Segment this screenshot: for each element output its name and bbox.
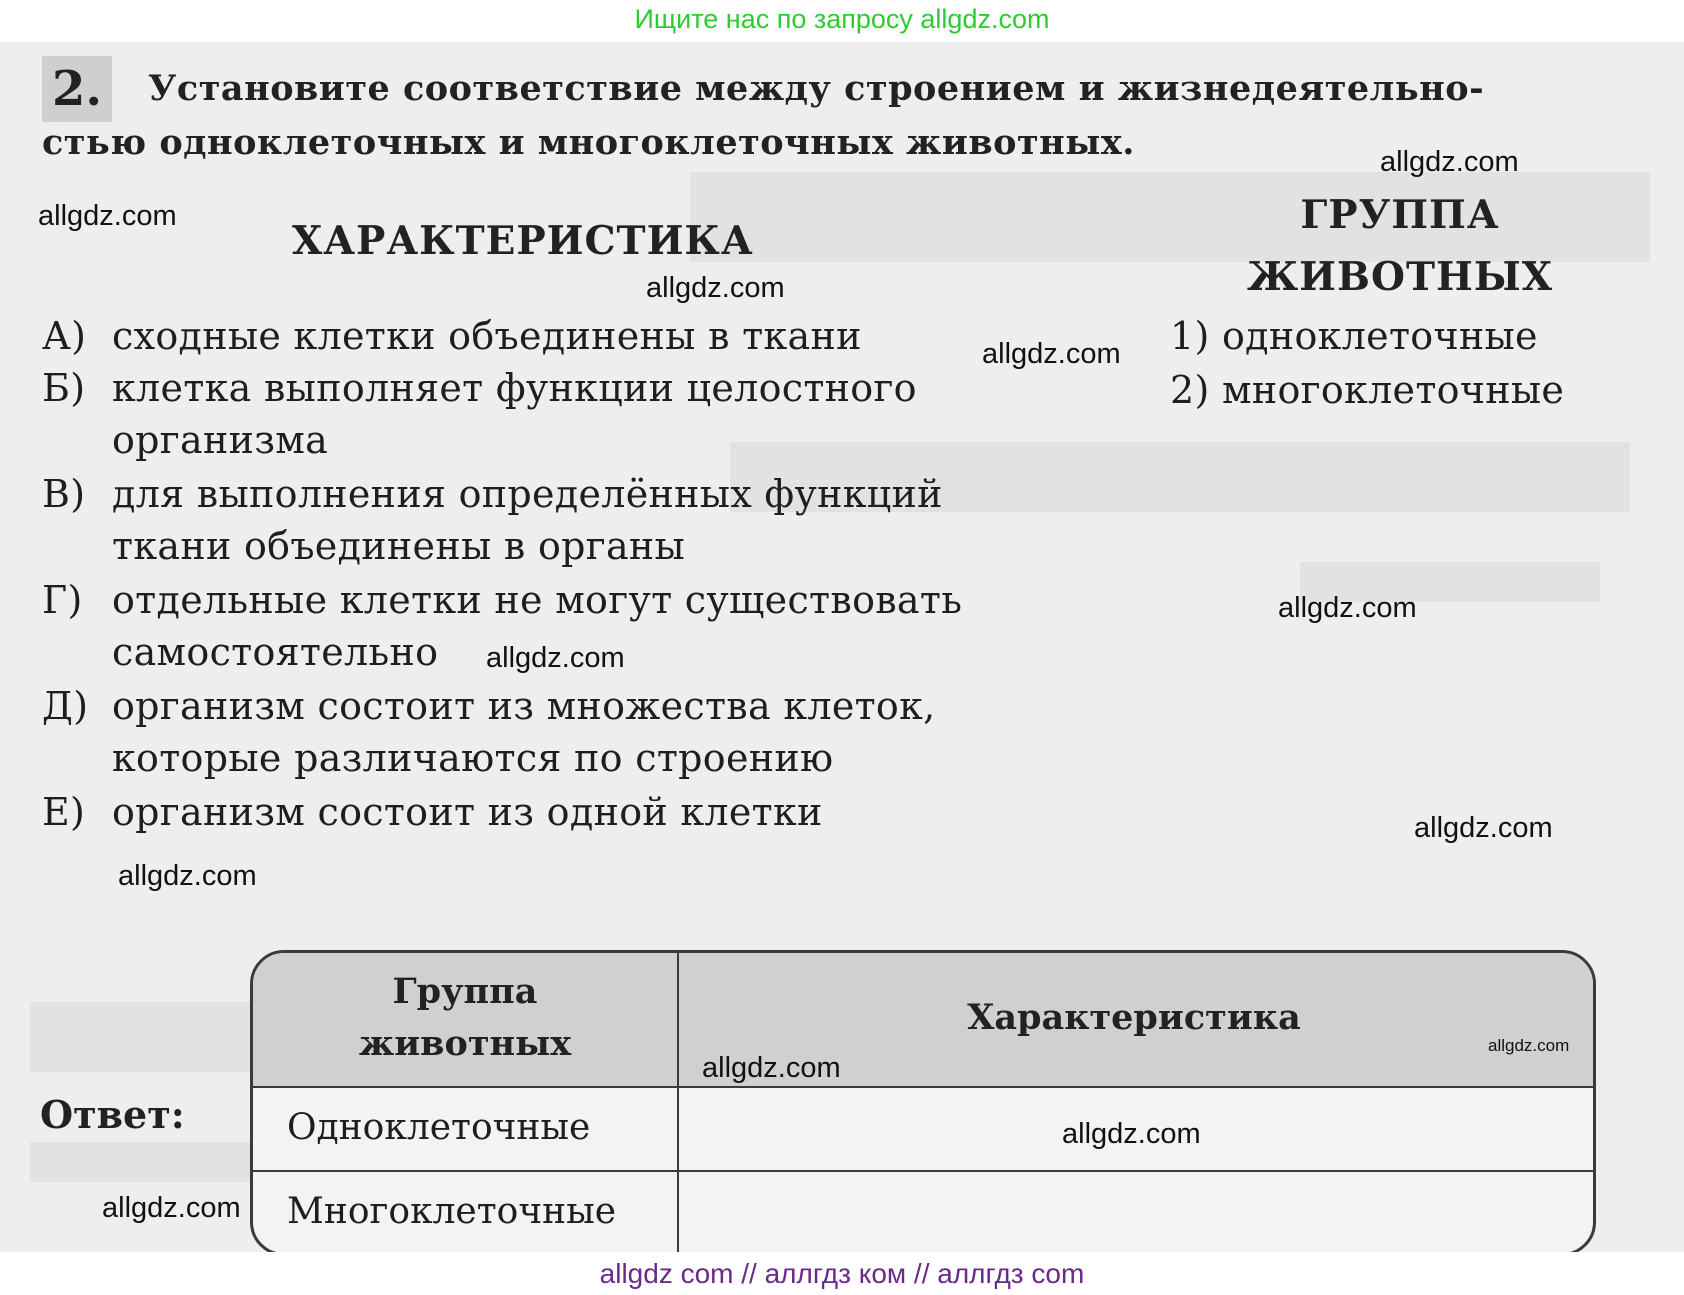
watermark: allgdz.com bbox=[646, 272, 785, 304]
characteristic-item-v-continued: ткани объединены в органы bbox=[112, 524, 686, 568]
characteristic-item-b-continued: организма bbox=[112, 418, 329, 462]
item-text: отдельные клетки не могут существовать bbox=[112, 578, 963, 622]
item-letter: Е) bbox=[42, 790, 86, 834]
watermark: allgdz.com bbox=[1488, 1036, 1570, 1055]
header-characteristic: Характеристика bbox=[967, 997, 1301, 1038]
group-label: одноклеточные bbox=[1222, 314, 1538, 358]
watermark: allgdz.com bbox=[486, 642, 625, 674]
scanned-page bbox=[0, 42, 1684, 1252]
item-text: организм состоит из множества клеток, bbox=[112, 684, 936, 728]
task-text-line-1: Установите соответствие между строением и жизнедеятельно- bbox=[148, 68, 1485, 109]
bleed-through-band bbox=[30, 1002, 260, 1072]
characteristic-item-g bbox=[42, 578, 962, 622]
watermark: allgdz.com bbox=[1278, 592, 1417, 624]
item-letter: Б) bbox=[42, 366, 86, 410]
group-label: многоклеточные bbox=[1222, 368, 1565, 412]
characteristic-item-b bbox=[42, 366, 917, 410]
header-group-line-1: Группа bbox=[392, 971, 538, 1012]
answer-cell-multicellular[interactable] bbox=[679, 1172, 1589, 1252]
item-text: для выполнения определённых функций bbox=[112, 472, 943, 516]
row-label-multicellular: Многоклеточные bbox=[287, 1191, 617, 1232]
characteristic-item-a bbox=[42, 314, 862, 358]
group-item-1 bbox=[1170, 314, 1538, 358]
group-number: 2) bbox=[1170, 368, 1210, 412]
header-group-line-2: животных bbox=[358, 1023, 572, 1064]
characteristic-heading: ХАРАКТЕРИСТИКА bbox=[292, 218, 754, 264]
row-label-unicellular: Одноклеточные bbox=[287, 1107, 591, 1148]
item-text: клетка выполняет функции целостного bbox=[112, 366, 917, 410]
bleed-through-band bbox=[30, 1142, 250, 1182]
watermark: allgdz.com bbox=[982, 338, 1121, 370]
group-item-2 bbox=[1170, 368, 1564, 412]
item-text: сходные клетки объединены в ткани bbox=[112, 314, 862, 358]
group-heading-line-2: ЖИВОТНЫХ bbox=[1247, 254, 1553, 300]
item-letter: В) bbox=[42, 472, 86, 516]
task-text-line-2: стью одноклеточных и многоклеточных животных. bbox=[42, 122, 1135, 163]
task-number: 2. bbox=[42, 56, 112, 122]
group-heading-line-1: ГРУППА bbox=[1300, 192, 1500, 238]
group-number: 1) bbox=[1170, 314, 1210, 358]
answer-table bbox=[250, 950, 1596, 1252]
bottom-banner: allgdz com // аллгдз ком // аллгдз com bbox=[599, 1258, 1085, 1289]
watermark: allgdz.com bbox=[38, 200, 177, 232]
characteristic-item-d bbox=[42, 684, 936, 728]
characteristic-item-e bbox=[42, 790, 823, 834]
characteristic-item-d-continued: которые различаются по строению bbox=[112, 736, 834, 780]
watermark: allgdz.com bbox=[702, 1052, 841, 1084]
answer-label: Ответ: bbox=[40, 1092, 185, 1137]
characteristic-item-v bbox=[42, 472, 943, 516]
item-letter: А) bbox=[42, 314, 87, 358]
watermark: allgdz.com bbox=[102, 1192, 241, 1224]
characteristic-item-g-continued: самостоятельно bbox=[112, 630, 439, 674]
watermark: allgdz.com bbox=[1380, 146, 1519, 178]
watermark: allgdz.com bbox=[118, 860, 257, 892]
watermark: allgdz.com bbox=[1062, 1118, 1201, 1150]
watermark: allgdz.com bbox=[1414, 812, 1553, 844]
item-letter: Г) bbox=[42, 578, 83, 622]
item-letter: Д) bbox=[42, 684, 89, 728]
item-text: организм состоит из одной клетки bbox=[112, 790, 823, 834]
top-banner: Ищите нас по запросу allgdz.com bbox=[634, 4, 1050, 34]
